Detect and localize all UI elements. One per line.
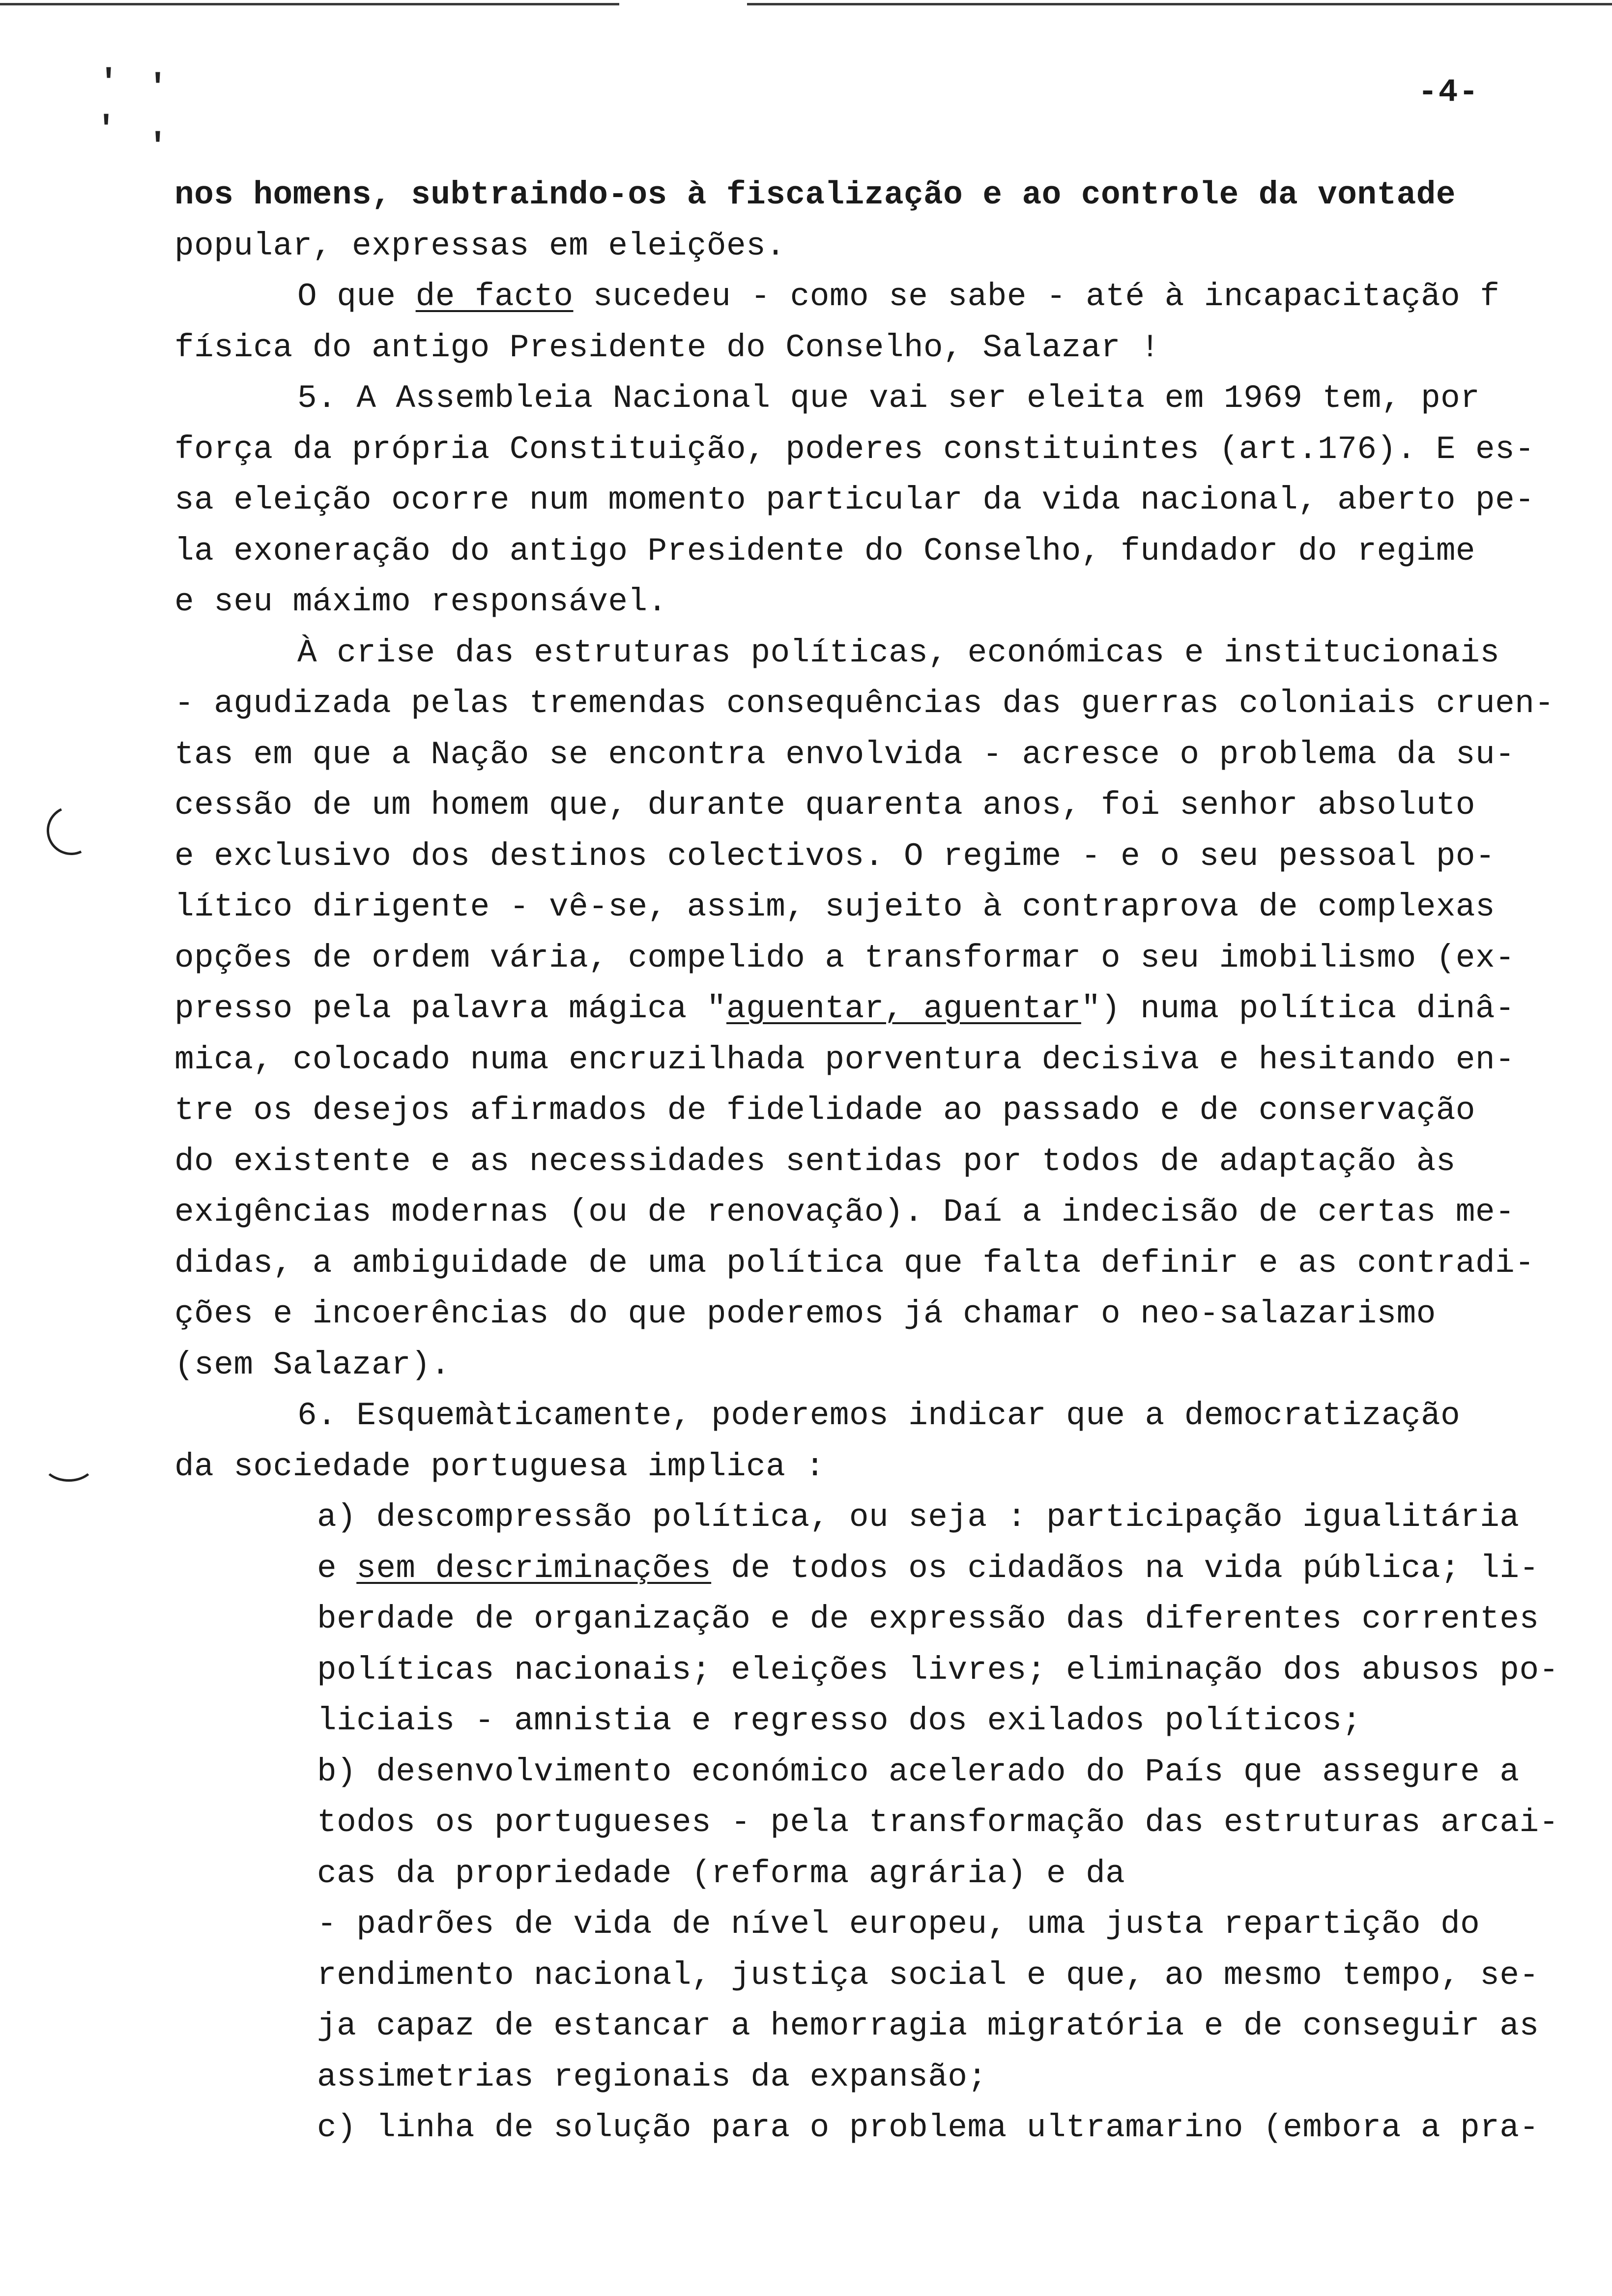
text-span: de todos os cidadãos na vida pública; li- <box>711 1550 1539 1587</box>
text-line: opções de ordem vária, compelido a transformar o seu imobilismo (ex- <box>174 939 1515 976</box>
text-line: nos homens, subtraindo-os à fiscalização e ao controle da vontade <box>174 176 1456 213</box>
text-line: física do antigo Presidente do Conselho, Salazar ! <box>174 329 1160 366</box>
list-item-line: cas da propriedade (reforma agrária) e da <box>317 1855 1125 1892</box>
text-line: À crise das estruturas políticas, económicas e institucionais <box>297 634 1500 671</box>
text-line: da sociedade portuguesa implica : <box>174 1448 825 1485</box>
text-line: sa eleição ocorre num momento particular da vida nacional, aberto pe- <box>174 482 1535 518</box>
page-number: -4- <box>1418 74 1479 111</box>
underlined-emphasis: de facto <box>415 278 574 315</box>
list-item-line: assimetrias regionais da expansão; <box>317 2058 987 2095</box>
text-line: mica, colocado numa encruzilhada porventura decisiva e hesitando en- <box>174 1041 1515 1078</box>
text-line: la exoneração do antigo Presidente do Conselho, fundador do regime <box>174 532 1476 570</box>
list-item-line: rendimento nacional, justiça social e que, ao mesmo tempo, se- <box>317 1956 1539 1994</box>
list-item-line: a) descompressão política, ou seja : participação igualitária <box>317 1499 1520 1536</box>
handwritten-bracket-mark <box>40 799 103 862</box>
text-line: força da própria Constituição, poderes constituintes (art.176). E es- <box>174 430 1535 468</box>
text-line: (sem Salazar). <box>174 1346 451 1383</box>
text-line: 5. A Assembleia Nacional que vai ser eleita em 1969 tem, por <box>297 380 1480 417</box>
top-border-gap <box>619 3 747 5</box>
text-line: didas, a ambiguidade de uma política que falta definir e as contradi- <box>174 1244 1535 1282</box>
text-line: - agudizada pelas tremendas consequências das guerras coloniais cruen- <box>174 685 1554 722</box>
text-span: O que <box>297 278 416 315</box>
text-line: do existente e as necessidades sentidas por todos de adaptação às <box>174 1143 1456 1180</box>
list-item-line: políticas nacionais; eleições livres; eliminação dos abusos po- <box>317 1651 1559 1689</box>
list-item-line: todos os portugueses - pela transformação das estruturas arcai- <box>317 1804 1559 1841</box>
text-line <box>174 271 1585 322</box>
list-item-line: ja capaz de estancar a hemorragia migratória e de conseguir as <box>317 2008 1539 2044</box>
text-line: e seu máximo responsável. <box>174 583 667 620</box>
margin-mark: ' <box>96 111 117 149</box>
list-item-line: - padrões de vida de nível europeu, uma justa repartição do <box>317 1906 1480 1943</box>
list-item-line: berdade de organização e de expressão das diferentes correntes <box>317 1601 1539 1637</box>
text-line <box>174 983 1585 1034</box>
text-line: tre os desejos afirmados de fidelidade ao passado e de conservação <box>174 1092 1476 1129</box>
text-span: presso pela palavra mágica " <box>174 990 726 1027</box>
text-line: lítico dirigente - vê-se, assim, sujeito à contraprova de complexas <box>174 889 1496 925</box>
text-line: popular, expressas em eleições. <box>174 227 786 264</box>
list-item-line: liciais - amnistia e regresso dos exilados políticos; <box>317 1702 1362 1739</box>
underlined-emphasis: aguentar, aguentar <box>726 990 1081 1027</box>
top-border-line <box>0 3 1612 5</box>
text-line: cessão de um homem que, durante quarenta anos, foi senhor absoluto <box>174 787 1476 824</box>
document-body <box>174 170 1585 2153</box>
text-line: 6. Esquemàticamente, poderemos indicar que a democratização <box>297 1397 1461 1434</box>
list-item-line <box>174 1543 1585 1594</box>
text-span: e <box>317 1550 357 1587</box>
handwritten-bracket-mark <box>42 1442 96 1482</box>
text-line: tas em que a Nação se encontra envolvida - acresce o problema da su- <box>174 736 1515 773</box>
text-line: ções e incoerências do que poderemos já chamar o neo-salazarismo <box>174 1295 1436 1332</box>
text-span: sucedeu - como se sabe - até à incapacitação f <box>573 278 1500 315</box>
text-line: e exclusivo dos destinos colectivos. O regime - e o seu pessoal po- <box>174 837 1496 875</box>
list-item-line: b) desenvolvimento económico acelerado do País que assegure a <box>317 1753 1520 1790</box>
margin-mark: ' <box>147 128 169 167</box>
text-line: exigências modernas (ou de renovação). Daí a indecisão de certas me- <box>174 1194 1515 1231</box>
list-item-line: c) linha de solução para o problema ultramarino (embora a pra- <box>317 2109 1539 2146</box>
margin-mark: ' <box>98 64 119 103</box>
margin-mark: ' <box>147 69 169 108</box>
underlined-emphasis: sem descriminações <box>356 1550 712 1587</box>
text-span: ") numa política dinâ- <box>1081 990 1515 1027</box>
